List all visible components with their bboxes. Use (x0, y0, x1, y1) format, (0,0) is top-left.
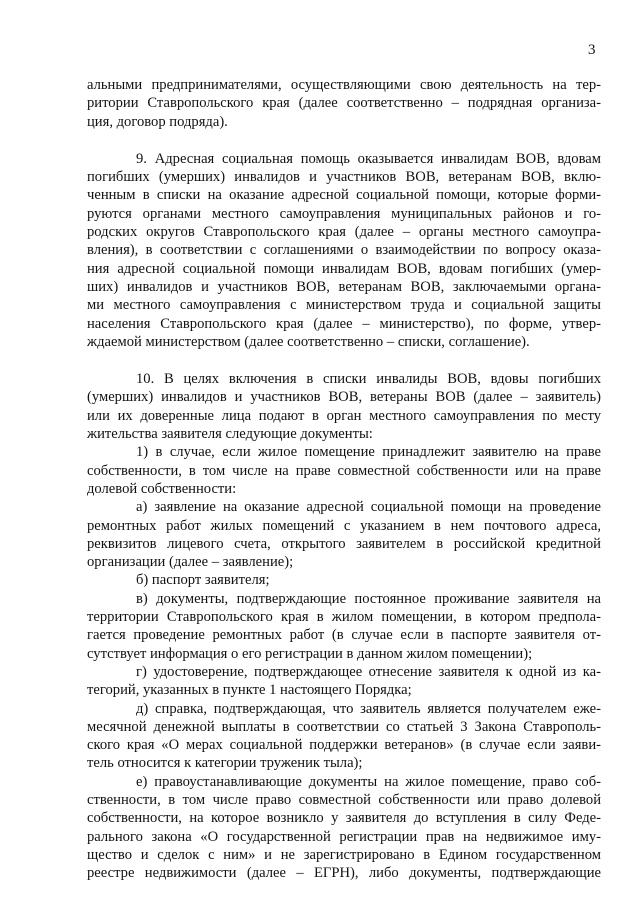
text-line: долевой собственности: (87, 480, 237, 497)
paragraph-10 (87, 370, 601, 443)
text-line: е) правоустанавливающие документы на жилое помещение, право соб- (136, 773, 601, 790)
text-line: тель относится к категории труженик тыла); (87, 755, 363, 772)
text-line: альными предпринимателями, осуществляющими свою деятельность на тер- (87, 77, 601, 93)
text-line: жительства заявителя следующие документы: (87, 426, 373, 443)
subparagraph-v (87, 590, 601, 663)
text-line: 1) в случае, если жилое помещение принадлежит заявителю на праве (136, 444, 601, 461)
text-line: месячной денежной выплаты в соответствии со статьей 3 Закона Ставрополь- (87, 718, 601, 735)
text-line: ждаемой министерством (далее соответственно – списки, соглашение). (87, 333, 530, 350)
text-line: собственности, на которое возникло у заявителя до вступления в силу Феде- (87, 810, 601, 827)
text-line: а) заявление на оказание адресной социальной помощи на проведение (136, 499, 601, 516)
text-line: руются органами местного самоуправления муниципальных районов и го- (87, 205, 601, 222)
subparagraph-a (87, 498, 601, 571)
text-line: ция, договор подряда). (87, 113, 228, 130)
text-line: реестре недвижимости (далее – ЕГРН), либо документы, подтверждающие (87, 865, 601, 882)
text-line: 9. Адресная социальная помощь оказывается инвалидам ВОВ, вдовам (136, 150, 601, 167)
text-line: тегорий, указанных в пункте 1 настоящего Порядка; (87, 682, 412, 699)
text-line: ми местного самоуправления с министерством труда и социальной защиты (87, 297, 601, 314)
paragraph-9 (87, 150, 601, 351)
text-line: рального закона «О государственной регистрации прав на недвижимое иму- (87, 828, 601, 845)
page-number: 3 (588, 42, 596, 58)
text-line: ния адресной социальной помощи инвалидам ВОВ, вдовам погибших (умер- (87, 260, 601, 277)
text-line: 10. В целях включения в списки инвалиды ВОВ, вдовы погибших (136, 371, 601, 388)
text-line: ших) инвалидов и участников ВОВ, ветеранам ВОВ, заключаемыми органа- (87, 278, 601, 295)
subparagraph-1 (87, 443, 601, 498)
text-line: или их доверенные лица подают в орган местного самоуправления по месту (87, 407, 601, 424)
text-line: щество и сделок с ним» и не зарегистрировано в Едином государственном (87, 846, 601, 863)
text-line: в) документы, подтверждающие постоянное проживание заявителя на (136, 590, 601, 607)
text-line: д) справка, подтверждающая, что заявитель является получателем еже- (136, 700, 601, 717)
text-line: ритории Ставропольского края (далее соответственно – подрядная организа- (87, 95, 601, 112)
text-line: организации (далее – заявление); (87, 554, 294, 571)
text-line: реквизитов лицевого счета, открытого заявителем в российской кредитной (87, 535, 601, 552)
text-line: ченным в списки на оказание адресной социальной помощи, которые форми- (87, 187, 601, 204)
text-line: г) удостоверение, подтверждающее отнесение заявителя к одной из ка- (136, 663, 601, 680)
subparagraph-b (87, 571, 601, 589)
text-line: ремонтных работ жилых помещений с указанием в нем почтового адреса, (87, 517, 601, 534)
text-line: собственности, в том числе на праве совместной собственности или на праве (87, 462, 601, 479)
text-line: гается проведение ремонтных работ (в случае если в паспорте заявителя от- (87, 627, 601, 644)
text-line: населения Ставропольского края (далее – министерство), по форме, утвер- (87, 315, 601, 332)
text-line: родских округов Ставропольского края (далее – органы местного самоупра- (87, 224, 601, 241)
document-body (87, 76, 601, 882)
text-line: сутствует информация о его регистрации в данном жилом помещении); (87, 645, 533, 662)
text-line: б) паспорт заявителя; (136, 572, 270, 589)
subparagraph-d (87, 700, 601, 773)
text-line: погибших (умерших) инвалидов и участников ВОВ, ветеранам ВОВ, вклю- (87, 169, 601, 186)
text-line: территории Ставропольского края в жилом помещении, в котором предпола- (87, 609, 601, 626)
text-line: вления), в соответствии с соглашениями о взаимодействии по вопросу оказа- (87, 242, 601, 259)
paragraph-continuation (87, 76, 601, 131)
text-line: ственности, в том числе право совместной собственности или право долевой (87, 791, 601, 808)
text-line: ского края «О мерах социальной поддержки ветеранов» (в случае если заяви- (87, 737, 601, 754)
subparagraph-e (87, 773, 601, 883)
subparagraph-g (87, 663, 601, 700)
text-line: (умерших) инвалидов и участников ВОВ, ветераны ВОВ (далее – заявитель) (87, 389, 601, 406)
